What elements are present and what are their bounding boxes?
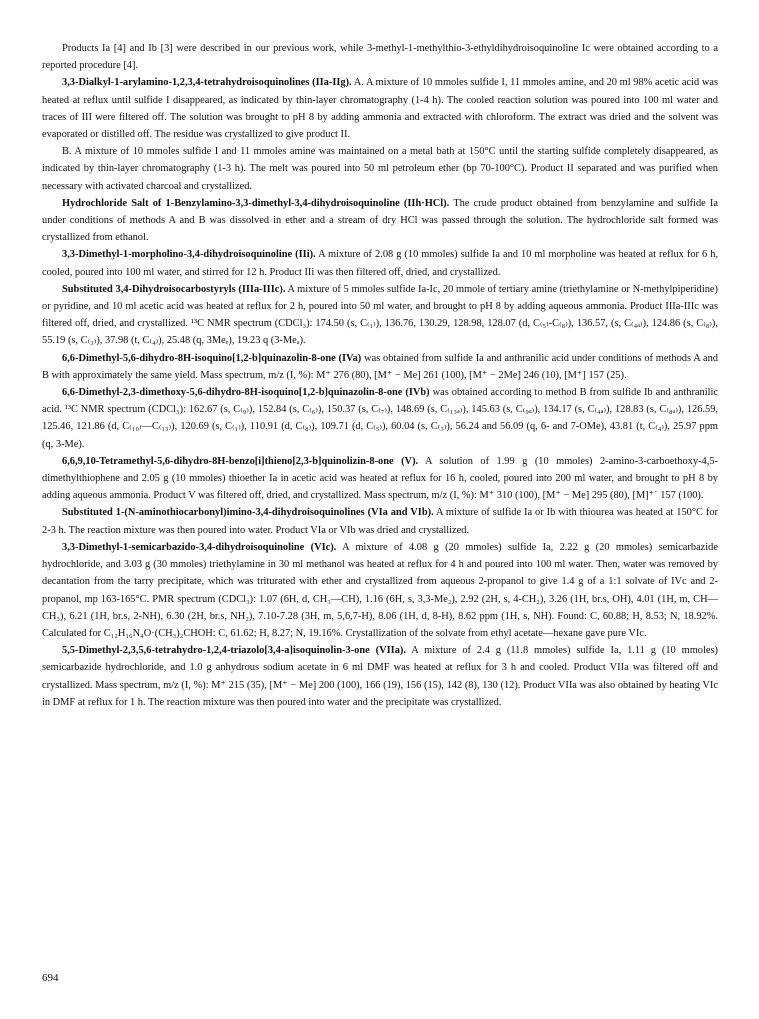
paragraph-text: A mixture of 5 mmoles sulfide Ia-Ic, 20 mmole of tertiary amine (triethylamine or N-methylpiperidine) or pyridine, and 10 ml acetic acid was heated at reflux for 2 h, poured into 50 ml water, and brought to pH 8 by adding aqueous ammonia. Product IIIa-IIIc was filtered off, dried, and crystallized. ¹³C NMR spectrum (CDCl₃): 174.50 (s, C₍₁₎), 136.76, 130.29, 128.98, 128.07 (d, C₍₅₎-C₍₈₎), 136.57, (s, C₍₄ₐ₎), 124.86 (s, C₍₈₎), 55.19 (s, C₍₃₎), 37.98 (t, C₍₄₎), 25.48 (q, 3Meₑ), 19.23 q (3-Meₐ). xyxy=(42,283,719,347)
paragraph-text: A mixture of 2.4 g (11.8 mmoles) sulfide Ia, 1.11 g (10 mmoles) semicarbazide hydrochloride, and 1.0 g anhydrous sodium acetate in 6 ml DMF was heated at reflux for 3 h and cooled. Product VIIa was filtered off and crystallized. Mass spectrum, m/z (I, %): M⁺ 215 (35), [M⁺ − Me] 200 (100), 166 (19), 156 (15), 142 (8), 130 (12). Product VIIa was also obtained by heating VIc in DMF at reflux for 1 h. The reaction mixture was then poured into water and the precipitate was crystallized. xyxy=(42,645,718,708)
paragraph xyxy=(42,642,718,711)
paragraph xyxy=(42,74,718,143)
paragraph-heading: 6,6-Dimethyl-5,6-dihydro-8H-isoquino[1,2-b]quinazolin-8-one (IVa) xyxy=(62,352,362,364)
paragraph-heading: 3,3-Dimethyl-1-semicarbazido-3,4-dihydroisoquinoline (VIc). xyxy=(62,541,337,553)
paragraph-heading: Hydrochloride Salt of 1-Benzylamino-3,3-dimethyl-3,4-dihydroisoquinoline (IIh·HCl). xyxy=(62,197,450,209)
paragraph xyxy=(42,246,718,280)
paragraph-text: Products Ia [4] and Ib [3] were described in our previous work, while 3-methyl-1-methylthio-3-ethyldihydroisoquinoline Ic were obtained according to a reported procedure [4]. xyxy=(42,43,718,72)
paragraph-text: A mixture of 2.08 g (10 mmoles) sulfide Ia and 10 ml morpholine was heated at reflux for 6 h, cooled, poured into 100 ml water, and stirred for 12 h. Product IIi was then filtered off, dried, and crystallized. xyxy=(42,249,718,278)
paragraph xyxy=(42,143,718,195)
article-body xyxy=(42,40,718,711)
paragraph-text: was obtained from sulfide Ia and anthranilic acid under conditions of methods A and B with approximately the same yield. Mass spectrum, m/z (I, %): M⁺ 276 (80), [M⁺ − Me] 261 (100), [M⁺ − 2Me] 246 (10), [M⁺] 157 (25). xyxy=(42,352,718,381)
paragraph-text: The crude product obtained from benzylamine and sulfide Ia under conditions of methods A and B was dissolved in ether and a stream of dry HCl was passed through the solution. The hydrochloride salt formed was crystallized from ethanol. xyxy=(42,197,718,244)
paragraph-text: A mixture of 4.08 g (20 mmoles) sulfide Ia, 2.22 g (20 mmoles) semicarbazide hydrochloride, and 3.03 g (30 mmoles) triethylamine in 30 ml methanol was heated at reflux for 4 h and poured into 100 ml water. Then, water was removed by decantation from the tarry precipitate, which was triturated with ether and crystallized from aqueous 2-propanol to give 1.4 g of a 1:1 solvate of IVc and 2-propanol, mp 163-165°C. PMR spectrum (CDCl₃): 1.07 (6H, d, CH₃—CH), 1.16 (6H, s, 3,3-Me₂), 2.92 (2H, s, 4-CH₂), 3.26 (1H, br.s, OH), 4.01 (1H, m, CH—CH₃), 6.21 (1H, br.s, 2-NH), 6.30 (2H, br.s, NH₂), 7.10-7.28 (3H, m, 5,6,7-H), 8.06 (1H, d, 8-H), 8.62 ppm (1H, s, NH). Found: C, 60.88; H, 8.53; N, 18.92%. Calculated for C₁₂H₁₆N₄O·(CH₃)₂CHOH: C, 61.62; H, 8.27; N, 19.16%. Crystallization of the solvate from ethyl acetate—hexane gave pure VIc. xyxy=(42,541,718,639)
paragraph-text: was obtained according to method B from sulfide Ib and anthranilic acid. ¹³C NMR spectrum (CDCl₃): 162.67 (s, C₍₉₎), 152.84 (s, C₍₆₎), 150.37 (s, C₍₇₎), 148.69 (s, C₍₁₃ₐ₎), 145.63 (s, C₍₉ₐ₎), 134.17 (s, C₍₄ₐ₎), 128.83 (s, C₍₈ₐ₎), 126.59, 125.46, 121.86 (d, C₍₁₀₎—C₍₁₃₎), 120.69 (s, C₍₁₎), 110.91 (d, C₍₈₎), 109.71 (d, C₍₅₎), 60.04 (s, C₍₃₎), 56.24 and 56.09 (q, 6- and 7-OMe), 43.81 (t, C₍₄₎), 25.97 ppm (q, 3-Me). xyxy=(42,387,718,450)
paragraph xyxy=(42,281,718,350)
paragraph xyxy=(42,195,718,247)
paragraph-heading: Substituted 3,4-Dihydroisocarbostyryls (IIIa-IIIc). xyxy=(62,283,286,295)
paragraph-text: A. A mixture of 10 mmoles sulfide I, 11 mmoles amine, and 20 ml 98% acetic acid was heated at reflux until sulfide I disappeared, as indicated by thin-layer chromatography (1-4 h). The cooled reaction solution was poured into 100 ml water and traces of III were filtered off. The solution was brought to pH 8 by adding ammonia and extracted with chloroform. The extract was dried and the solvent was evaporated or distilled off. The residue was crystallized to give product II. xyxy=(42,77,719,141)
paragraph-text: B. A mixture of 10 mmoles sulfide I and 11 mmoles amine was maintained on a metal bath at 150°C until the starting sulfide completely disappeared, as indicated by thin-layer chromatography (1-3 h). The melt was poured into 50 ml petroleum ether (bp 70-100°C). Product II separated and was purified when necessary with activated charcoal and crystallized. xyxy=(42,146,718,192)
paragraph-heading: 3,3-Dimethyl-1-morpholino-3,4-dihydroisoquinoline (IIi). xyxy=(62,249,316,261)
paragraph xyxy=(42,350,718,384)
paragraph xyxy=(42,384,718,453)
paragraph xyxy=(42,504,718,538)
paragraph xyxy=(42,539,718,642)
paragraph-heading: 3,3-Dialkyl-1-arylamino-1,2,3,4-tetrahydroisoquinolines (IIa-IIg). xyxy=(62,77,352,89)
page-number: 694 xyxy=(42,972,59,984)
paragraph-heading: 6,6-Dimethyl-2,3-dimethoxy-5,6-dihydro-8H-isoquino[1,2-b]quinazolin-8-one (IVb) xyxy=(62,387,430,399)
paragraph xyxy=(42,453,718,505)
paragraph-heading: 6,6,9,10-Tetramethyl-5,6-dihydro-8H-benzo[i]thieno[2,3-b]quinolizin-8-one (V). xyxy=(62,455,419,467)
paragraph-heading: Substituted 1-(N-aminothiocarbonyl)imino-3,4-dihydroisoquinolines (VIa and VIb). xyxy=(62,507,434,519)
paragraph xyxy=(42,40,718,74)
paragraph-text: A mixture of sulfide Ia or Ib with thiourea was heated at 150°C for 2-3 h. The reaction mixture was then poured into water. Product VIa or VIb was dried and crystallized. xyxy=(42,507,718,536)
paragraph-heading: 5,5-Dimethyl-2,3,5,6-tetrahydro-1,2,4-triazolo[3,4-a]isoquinolin-3-one (VIIa). xyxy=(62,645,406,657)
paragraph-text: A solution of 1.99 g (10 mmoles) 2-amino-3-carboethoxy-4,5-dimethylthiophene and 2.05 g (10 mmoles) thioether Ia in acetic acid was heated at reflux for 16 h, cooled, poured into 200 ml water, and brought to pH 8 by adding aqueous ammonia. Product V was filtered off, dried, and crystallized. Mass spectrum, m/z (I, %): M⁺ 310 (100), [M⁺ − Me] 295 (80), [M]⁺˙ 157 (100). xyxy=(42,455,718,502)
